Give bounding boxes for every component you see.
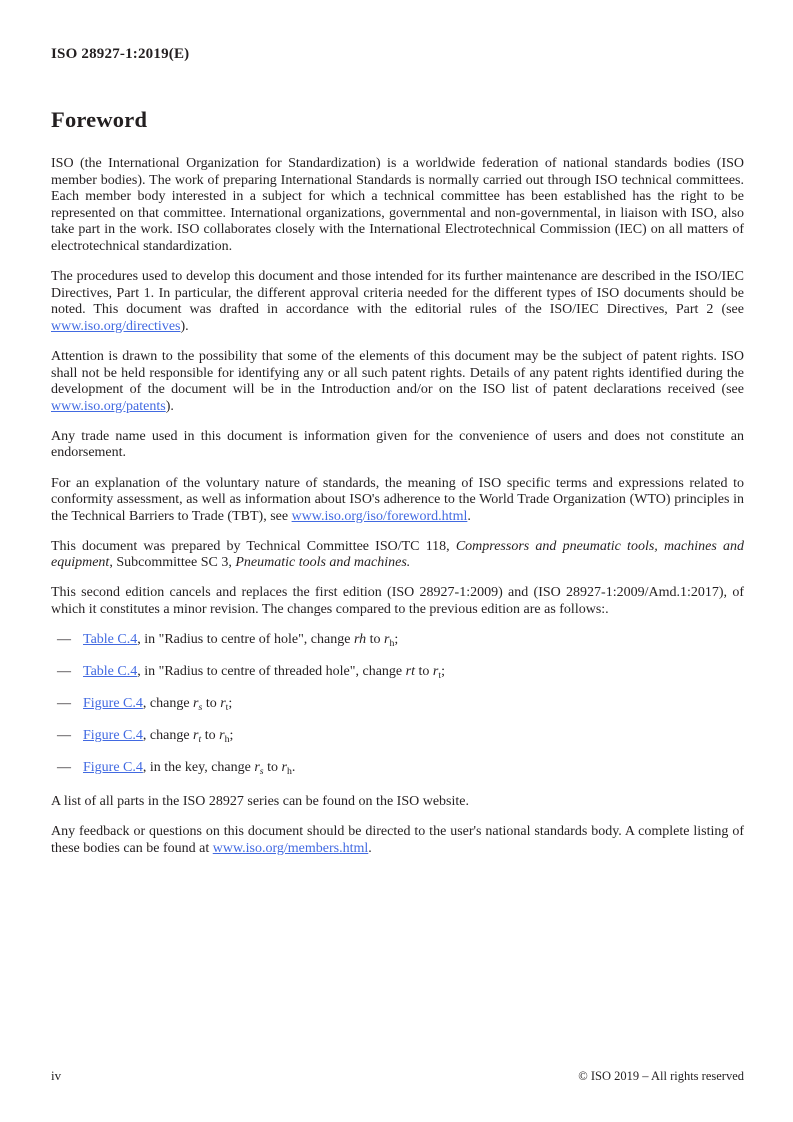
text-segment: Pneumatic tools and machines. bbox=[235, 555, 411, 571]
text-segment: r bbox=[384, 632, 390, 648]
text-segment: t bbox=[198, 734, 202, 746]
text-segment: The procedures used to develop this document and those intended for its further maintenance are described in the ISO/IEC Directives, Part 1. In particular, the different approval criteria needed for the different types of ISO documents should be noted. This document was drafted in accordance with the editorial rules of the ISO/IEC Directives, Part 2 (see bbox=[51, 269, 744, 318]
em-dash-bullet: — bbox=[57, 728, 71, 744]
text-segment: s bbox=[259, 766, 264, 778]
page-content bbox=[51, 0, 744, 871]
text-segment: t bbox=[225, 702, 229, 714]
hyperlink[interactable]: Table C.4 bbox=[83, 632, 138, 648]
text-segment: to bbox=[263, 760, 282, 776]
em-dash-bullet: — bbox=[57, 664, 71, 680]
text-segment: ). bbox=[180, 318, 189, 334]
page-number: iv bbox=[51, 1068, 62, 1083]
text-segment: ; bbox=[441, 664, 445, 680]
list-item-text bbox=[83, 728, 234, 746]
text-segment: This second edition cancels and replaces the first edition (ISO 28927-1:2009) and (ISO 28927-1:2009/Amd.1:2017), of which it constitutes a minor revision. The changes compared to the previous edition are as follows:. bbox=[51, 585, 744, 618]
text-segment: , in "Radius to centre of hole", change bbox=[137, 632, 354, 648]
hyperlink[interactable]: Figure C.4 bbox=[83, 760, 143, 776]
text-segment: r bbox=[219, 728, 225, 744]
text-segment: ; bbox=[229, 728, 234, 744]
paragraph-second-edition bbox=[51, 585, 744, 618]
hyperlink[interactable]: www.iso.org/patents bbox=[51, 398, 166, 414]
text-segment: to bbox=[414, 664, 433, 680]
text-segment: r bbox=[193, 728, 199, 744]
paragraph-procedures bbox=[51, 269, 744, 335]
text-segment: h bbox=[224, 734, 230, 746]
text-segment: Any trade name used in this document is information given for the convenience of users and does not constitute an endorsement. bbox=[51, 428, 744, 461]
text-segment: r bbox=[432, 664, 439, 680]
paragraph-patent-rights bbox=[51, 349, 744, 415]
text-segment: Compressors and pneumatic tools, machines and equipment bbox=[51, 538, 744, 571]
list-item bbox=[51, 728, 744, 749]
text-segment: ISO (the International Organization for Standardization) is a worldwide federation of national standards bodies (ISO member bodies). The work of preparing International Standards is normally carried out through ISO technical committees. Each member body interested in a subject for which a technical committee has been established has the right to be represented on that committee. International organizations, governmental and non-governmental, in liaison with ISO, also take part in the work. ISO collaborates closely with the International Electrotechnical Commission (IEC) on all matters of electrotechnical standardization. bbox=[51, 156, 744, 254]
paragraph-committee bbox=[51, 539, 744, 572]
paragraph-series-list bbox=[51, 794, 744, 811]
document-code-header: ISO 28927-1:2019(E) bbox=[51, 46, 190, 62]
text-segment: h bbox=[389, 638, 395, 650]
em-dash-bullet: — bbox=[57, 632, 71, 648]
list-item bbox=[51, 664, 744, 685]
em-dash-bullet: — bbox=[57, 696, 71, 712]
text-segment: . bbox=[368, 841, 372, 856]
text-segment: r bbox=[254, 760, 260, 776]
text-segment: ; bbox=[228, 696, 233, 712]
copyright-notice: © ISO 2019 – All rights reserved bbox=[578, 1069, 744, 1083]
text-segment: For an explanation of the voluntary nature of standards, the meaning of ISO specific terms and expressions related to conformity assessment, as well as information about ISO's adherence to the World Trade Organization (WTO) principles in the Technical Barriers to Trade (TBT), see bbox=[51, 475, 744, 524]
text-segment: ; bbox=[394, 632, 399, 648]
text-segment: h bbox=[286, 766, 292, 778]
text-segment: This document was prepared by Technical Committee ISO/TC 118, bbox=[51, 538, 456, 554]
text-segment: to bbox=[202, 696, 221, 712]
paragraph-trade-name bbox=[51, 429, 744, 462]
list-item-text bbox=[83, 664, 445, 682]
hyperlink[interactable]: www.iso.org/iso/foreword.html bbox=[291, 508, 468, 524]
paragraph-wto bbox=[51, 476, 744, 526]
text-segment: rt bbox=[405, 664, 415, 680]
page-title: Foreword bbox=[51, 107, 148, 132]
hyperlink[interactable]: Figure C.4 bbox=[83, 696, 143, 712]
text-segment: . bbox=[291, 760, 296, 776]
text-segment: s bbox=[198, 702, 203, 714]
list-item bbox=[51, 632, 744, 653]
text-segment: r bbox=[220, 696, 226, 712]
text-segment: , Subcommittee SC 3, bbox=[109, 555, 236, 571]
text-segment: to bbox=[201, 728, 220, 744]
list-item-text bbox=[83, 696, 233, 714]
text-segment: , in the key, change bbox=[142, 760, 255, 776]
list-item-text bbox=[83, 760, 296, 778]
text-segment: , change bbox=[142, 728, 194, 744]
text-segment: Any feedback or questions on this document should be directed to the user's national standards body. A complete listing of these bodies can be found at bbox=[51, 824, 744, 856]
text-segment: r bbox=[281, 760, 287, 776]
hyperlink[interactable]: www.iso.org/members.html bbox=[212, 841, 369, 856]
text-segment: A list of all parts in the ISO 28927 series can be found on the ISO website. bbox=[51, 794, 469, 810]
text-segment: rh bbox=[353, 632, 367, 648]
text-segment: . bbox=[467, 508, 471, 524]
text-segment: to bbox=[366, 632, 385, 648]
text-segment: t bbox=[438, 670, 442, 682]
paragraph-feedback bbox=[51, 824, 744, 857]
paragraph-iso-federation bbox=[51, 156, 744, 256]
text-segment: Attention is drawn to the possibility that some of the elements of this document may be the subject of patent rights. ISO shall not be held responsible for identifying any or all such patent rights. Details of any patent rights identified during the development of the document will be in the Introduction and/or on the ISO list of patent declarations received (see bbox=[51, 348, 744, 398]
change-list bbox=[51, 632, 744, 781]
hyperlink[interactable]: www.iso.org/directives bbox=[51, 318, 181, 334]
text-segment: ). bbox=[165, 398, 174, 414]
em-dash-bullet: — bbox=[57, 760, 71, 776]
list-item-text bbox=[83, 632, 399, 650]
hyperlink[interactable]: Table C.4 bbox=[83, 664, 138, 680]
page-footer bbox=[51, 1068, 744, 1084]
text-segment: r bbox=[193, 696, 199, 712]
list-item bbox=[51, 696, 744, 717]
text-segment: , in "Radius to centre of threaded hole", change bbox=[137, 664, 406, 680]
text-segment: , change bbox=[142, 696, 194, 712]
list-item bbox=[51, 760, 744, 781]
hyperlink[interactable]: Figure C.4 bbox=[83, 728, 143, 744]
